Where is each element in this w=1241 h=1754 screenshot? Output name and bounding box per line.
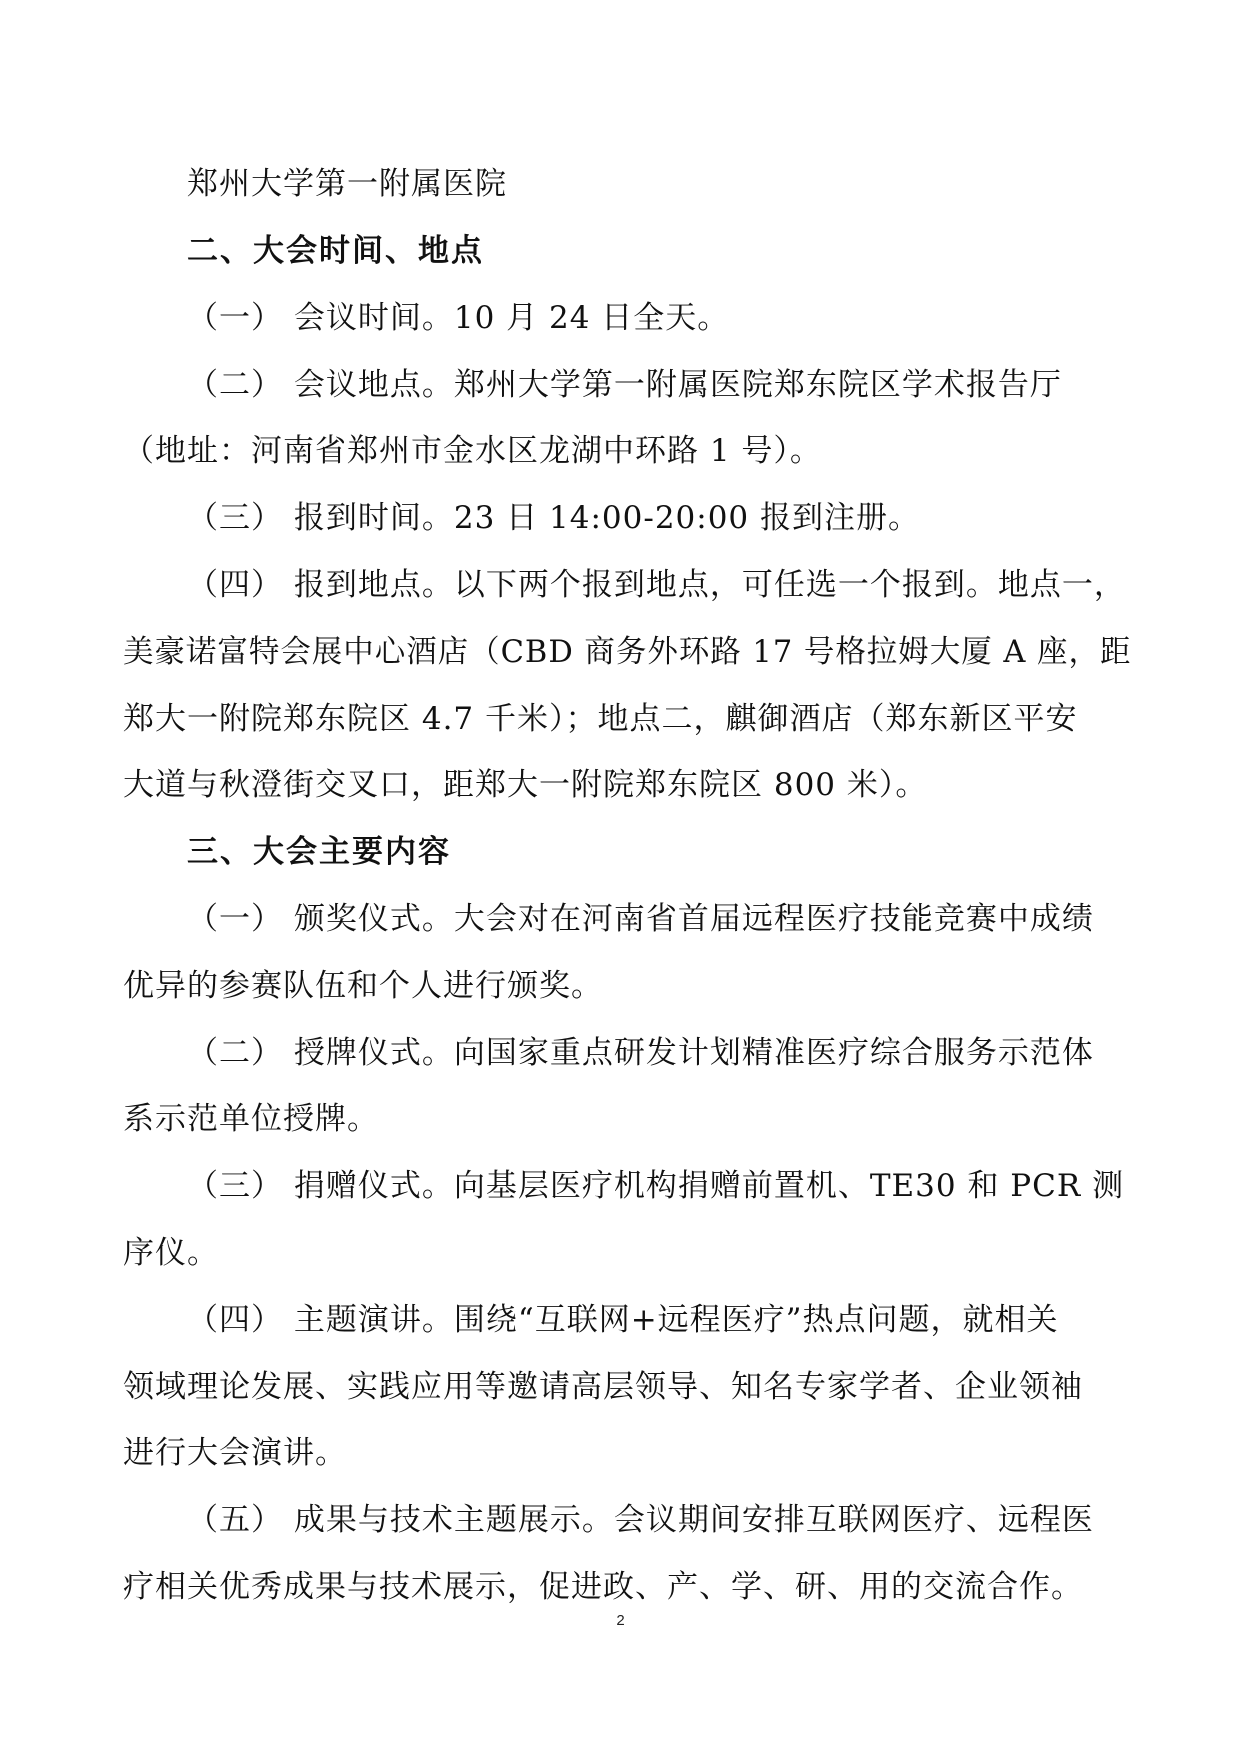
org-name-line: 郑州大学第一附属医院 <box>187 166 507 202</box>
plaque-ceremony-line-2: 系示范单位授牌。 <box>123 1101 379 1137</box>
keynote-line-2: 领域理论发展、实践应用等邀请高层领导、知名专家学者、企业领袖 <box>123 1369 1083 1405</box>
exhibition-line: （五） 成果与技术主题展示。会议期间安排互联网医疗、远程医 <box>187 1502 1094 1538</box>
award-ceremony-line: （一） 颁奖仪式。大会对在河南省首届远程医疗技能竞赛中成绩 <box>187 901 1094 937</box>
venue-address-line: （地址：河南省郑州市金水区龙湖中环路 1 号）。 <box>123 433 822 469</box>
keynote-line: （四） 主题演讲。围绕“互联网+远程医疗”热点问题，就相关 <box>187 1302 1059 1338</box>
donation-ceremony-line: （三） 捐赠仪式。向基层医疗机构捐赠前置机、TE30 和 PCR 测 <box>187 1168 1125 1204</box>
registration-place-line-4: 大道与秋澄街交叉口，距郑大一附院郑东院区 800 米）。 <box>123 767 928 803</box>
exhibition-line-2: 疗相关优秀成果与技术展示，促进政、产、学、研、用的交流合作。 <box>123 1569 1083 1605</box>
keynote-line-3: 进行大会演讲。 <box>123 1435 347 1471</box>
award-ceremony-line-2: 优异的参赛队伍和个人进行颁奖。 <box>123 968 603 1004</box>
meeting-venue-line: （二） 会议地点。郑州大学第一附属医院郑东院区学术报告厅 <box>187 367 1062 403</box>
meeting-time-line: （一） 会议时间。10 月 24 日全天。 <box>187 300 730 336</box>
section-heading-2: 二、大会时间、地点 <box>187 233 484 269</box>
plaque-ceremony-line: （二） 授牌仪式。向国家重点研发计划精准医疗综合服务示范体 <box>187 1035 1094 1071</box>
registration-place-line: （四） 报到地点。以下两个报到地点，可任选一个报到。地点一， <box>187 567 1126 603</box>
registration-time-line: （三） 报到时间。23 日 14:00-20:00 报到注册。 <box>187 500 921 536</box>
section-heading-3: 三、大会主要内容 <box>187 834 451 870</box>
donation-ceremony-line-2: 序仪。 <box>123 1235 219 1271</box>
registration-place-line-3: 郑大一附院郑东院区 4.7 千米）；地点二，麒御酒店（郑东新区平安 <box>123 701 1078 737</box>
page-number: 2 <box>616 1612 625 1629</box>
registration-place-line-2: 美豪诺富特会展中心酒店（CBD 商务外环路 17 号格拉姆大厦 A 座，距 <box>123 634 1132 670</box>
